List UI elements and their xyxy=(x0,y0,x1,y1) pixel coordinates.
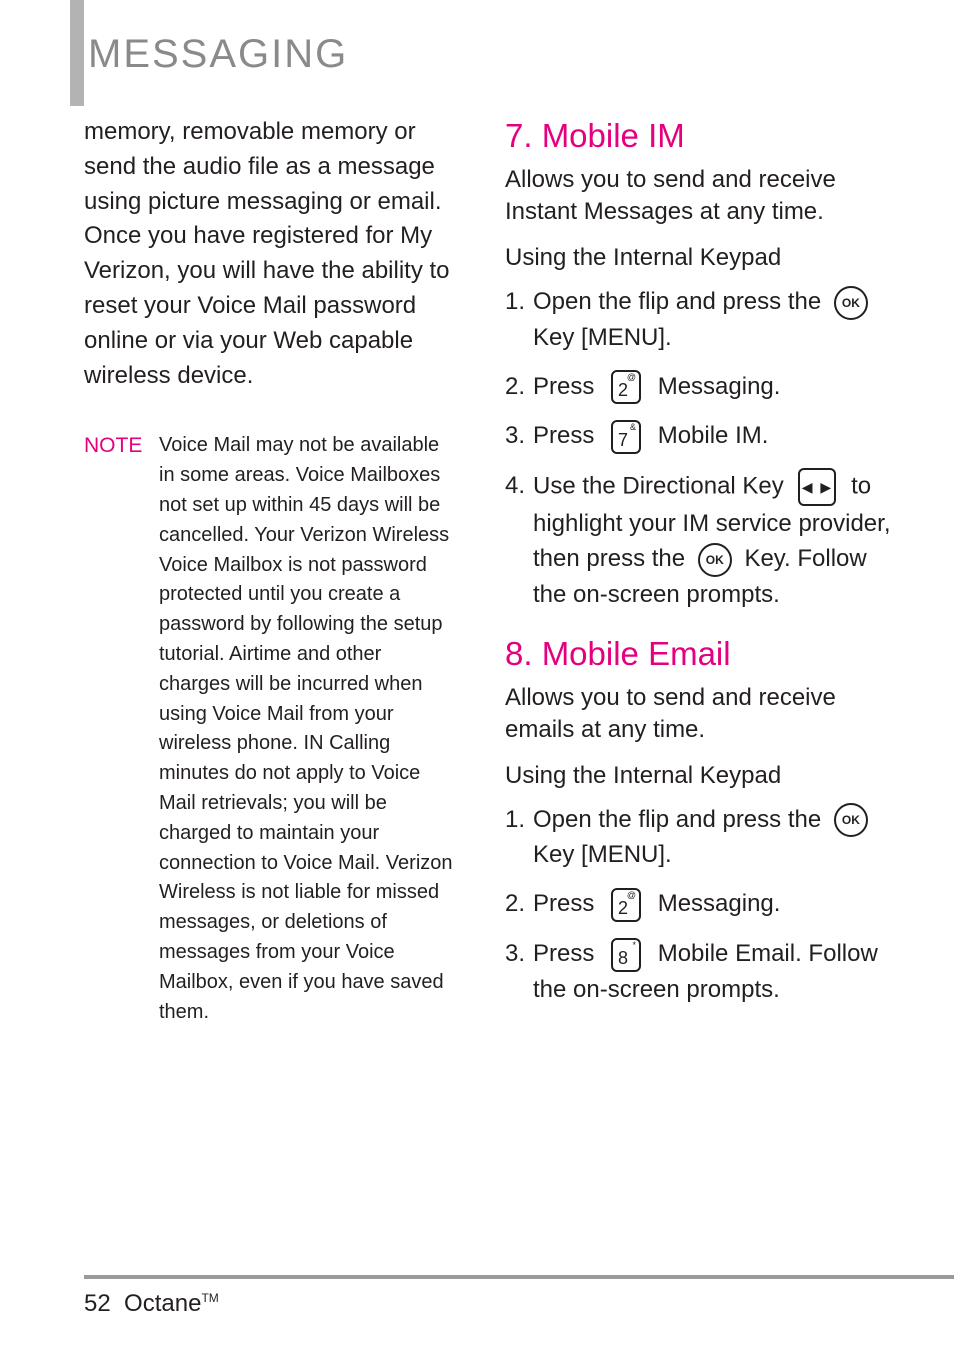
step-text: Key xyxy=(533,841,575,869)
menu-label: Messaging xyxy=(657,890,774,918)
ok-key-icon: OK xyxy=(698,543,732,577)
step-text: Press xyxy=(533,422,595,450)
mobile-im-heading: 7. Mobile IM xyxy=(505,117,685,154)
key-7-icon: & 7 xyxy=(611,420,641,454)
ok-key-icon: OK xyxy=(834,286,868,320)
note-label: NOTE xyxy=(84,434,143,458)
step-number: 3. xyxy=(505,939,526,967)
step-number: 2. xyxy=(505,890,526,918)
step-text: Open the flip and press the xyxy=(533,288,822,315)
right-column xyxy=(505,112,905,1021)
menu-label: Messaging xyxy=(657,372,774,400)
menu-label: [MENU] xyxy=(581,841,666,869)
page-number: 52 xyxy=(84,1290,111,1317)
step-text: . Follow the on-screen prompts. xyxy=(533,939,878,1003)
step-text: Key. Follow the on-screen prompts. xyxy=(533,544,867,608)
step-text: . xyxy=(773,890,781,918)
step-text: . xyxy=(665,841,672,869)
step-text: Press xyxy=(533,890,595,918)
note-text: Voice Mail may not be available in some areas. Voice Mailboxes not set up within 45 days will be cancelled. Your Verizon Wireless Voice Mailbox is not password protected until you create a password by following the setup tutorial. Airtime and other charges will be incurred when using Voice Mail from your wireless phone. IN Calling minutes do not apply to Voice Mail retrievals; you will be charged to maintain your connection to Voice Mail. Verizon Wireless is not liable for missed messages, or deletions of messages from your Voice Mailbox, even if you have saved them. xyxy=(159,434,453,1023)
step-item xyxy=(505,936,905,1007)
step-number: 2. xyxy=(505,372,526,400)
key-2-icon: @ 2 xyxy=(611,370,641,404)
step-text: Use the Directional Key xyxy=(533,472,784,500)
step-number: 3. xyxy=(505,422,526,450)
page-footer xyxy=(84,1290,219,1318)
step-text: Key xyxy=(533,323,575,351)
step-number: 4. xyxy=(505,471,526,499)
section-title: MESSAGING xyxy=(88,32,349,76)
key-8-icon: * 8 xyxy=(611,938,641,972)
mobile-email-subhead: Using the Internal Keypad xyxy=(505,761,782,789)
body-paragraph: memory, removable memory or send the audio file as a message using picture messaging or email. Once you have registered for My Verizon, you will have the ability to reset your Voice Mail password online or via your Web capable wireless device. xyxy=(84,118,450,389)
trademark: TM xyxy=(201,1291,219,1305)
step-item xyxy=(505,886,905,922)
step-item xyxy=(505,468,905,612)
ok-key-icon: OK xyxy=(834,803,868,837)
mobile-email-intro: Allows you to send and receive emails at any time. xyxy=(505,683,836,743)
mobile-email-steps xyxy=(505,802,905,1007)
step-text: Press xyxy=(533,372,595,400)
step-text: Press xyxy=(533,939,595,967)
menu-label: [MENU] xyxy=(581,323,666,351)
step-item xyxy=(505,418,905,454)
mobile-im-subhead: Using the Internal Keypad xyxy=(505,244,782,271)
step-item xyxy=(505,802,905,873)
step-text: to highlight your IM service provider, then press the xyxy=(533,472,891,572)
step-item xyxy=(505,284,905,355)
step-number: 1. xyxy=(505,288,526,315)
step-text: . xyxy=(665,323,672,351)
menu-label: Mobile IM xyxy=(657,422,762,450)
menu-label: Mobile Email xyxy=(657,939,796,967)
mobile-im-intro: Allows you to send and receive Instant Messages at any time. xyxy=(505,166,836,225)
left-column xyxy=(84,115,454,1027)
step-text: . xyxy=(761,422,769,450)
note-block xyxy=(84,431,454,1027)
key-2-icon: @ 2 xyxy=(611,888,641,922)
mobile-email-heading: 8. Mobile Email xyxy=(505,634,731,672)
step-text: . xyxy=(773,372,781,400)
mobile-im-steps xyxy=(505,284,905,612)
step-text: Open the flip and press the xyxy=(533,805,822,833)
header-accent-bar xyxy=(70,0,84,106)
product-name: Octane xyxy=(124,1290,202,1317)
footer-divider xyxy=(84,1275,954,1279)
directional-key-icon: ◀ ▶ xyxy=(798,468,836,506)
step-item xyxy=(505,369,905,405)
step-number: 1. xyxy=(505,805,526,833)
